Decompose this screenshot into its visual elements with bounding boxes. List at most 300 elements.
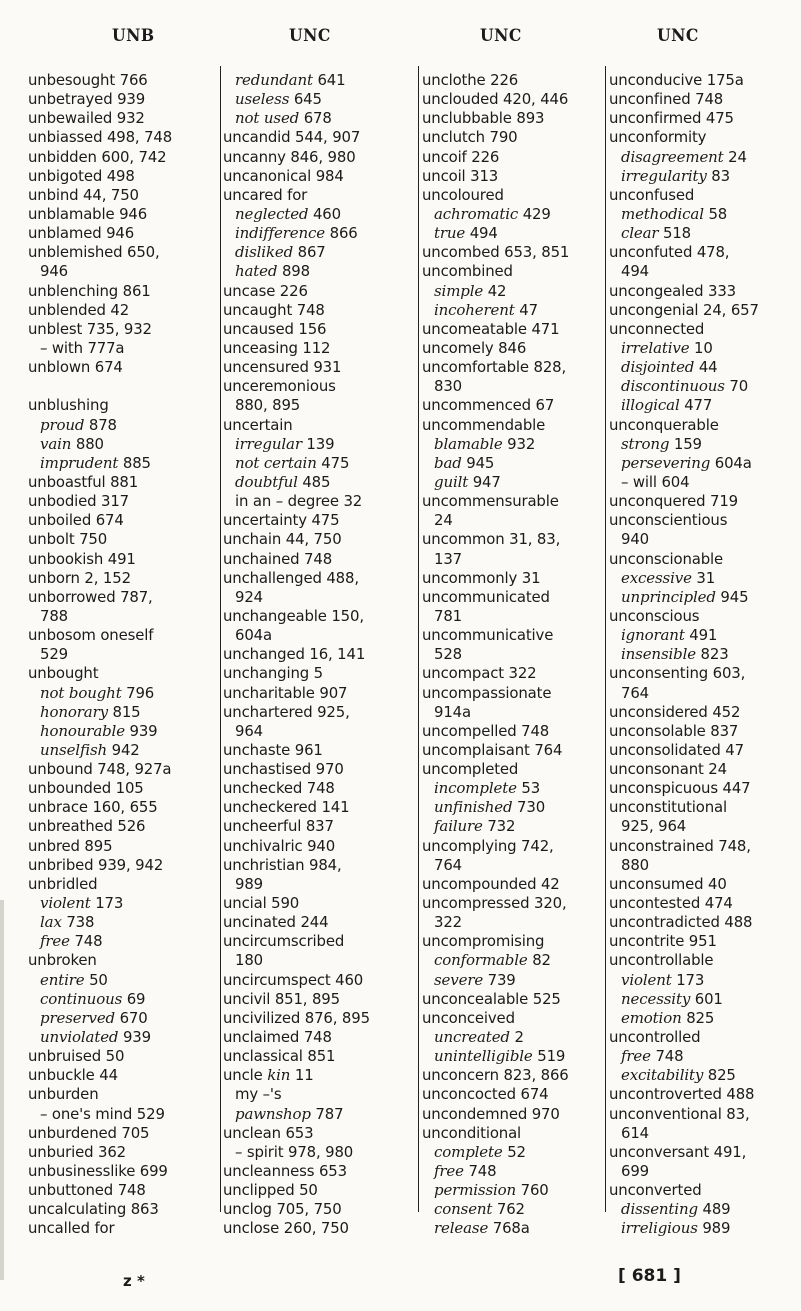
entry-headword: uncomplying (422, 836, 517, 855)
index-entry (223, 1047, 370, 1066)
entry-reference: 984, (304, 855, 342, 874)
entry-headword: uncanny (223, 147, 286, 166)
entry-reference: 40 (703, 874, 727, 893)
entry-headword: unconformity (609, 128, 707, 147)
index-entry (609, 530, 759, 549)
index-entry (223, 875, 370, 894)
entry-reference: 866 (325, 224, 358, 243)
index-entry (609, 971, 759, 990)
entry-reference: 494 (465, 224, 498, 243)
entry-headword: unconscionable (609, 549, 724, 568)
entry-reference: 699 (135, 1162, 168, 1181)
entry-headword: uncommon (422, 530, 505, 549)
index-entry (28, 626, 172, 645)
entry-reference: 880, 895 (235, 396, 301, 415)
entry-reference: 989 (697, 1219, 731, 1238)
index-entry (609, 282, 759, 301)
index-entry (28, 550, 172, 569)
index-entry (28, 1124, 172, 1143)
index-entry (609, 1028, 759, 1047)
entry-reference: 787 (310, 1104, 344, 1123)
entry-headword: uncommunicative (422, 626, 554, 645)
entry-headword: uncalculating (28, 1200, 127, 1219)
entry-headword: uncaused (223, 319, 294, 338)
index-entry (223, 626, 370, 645)
entry-reference: 32 (338, 492, 363, 511)
entry-headword: uncensured (223, 358, 309, 377)
entry-sense: ignorant (621, 626, 685, 645)
index-entry (28, 282, 172, 301)
entry-headword: uncommunicated (422, 587, 550, 606)
entry-reference: 641 (312, 71, 346, 89)
entry-sense: hated (235, 262, 278, 281)
entry-headword: unbreathed (28, 817, 113, 836)
entry-reference: 488 (721, 1085, 755, 1104)
index-entry (28, 454, 172, 473)
entry-reference: 474 (700, 894, 733, 913)
index-entry (609, 205, 759, 224)
entry-reference: 260, 750 (279, 1219, 349, 1238)
entry-reference: 31 (691, 568, 716, 587)
entry-headword: unblown (28, 358, 91, 377)
entry-reference: 760 (516, 1181, 549, 1200)
entry-reference: 489 (697, 1200, 731, 1219)
index-entry (223, 607, 370, 626)
entry-headword: unconsenting (609, 664, 709, 683)
index-entry (609, 90, 759, 109)
index-entry (223, 913, 370, 932)
entry-reference: 24 (434, 511, 453, 530)
index-entry (28, 358, 172, 377)
index-entry (28, 167, 172, 186)
index-entry (28, 71, 172, 90)
index-entry (422, 990, 569, 1009)
index-entry (422, 550, 569, 569)
entry-sense: not used (235, 109, 300, 128)
index-entry (28, 741, 172, 760)
entry-headword: uncanonical (223, 166, 312, 185)
entry-sense: incomplete (434, 779, 517, 798)
entry-headword: uncommendable (422, 415, 546, 434)
entry-sense: unselfish (40, 740, 108, 759)
entry-headword: unclog (223, 1200, 272, 1219)
entry-headword: unchained (223, 549, 300, 568)
entry-reference: 670 (115, 1008, 148, 1027)
index-entry (28, 511, 172, 530)
entry-reference: 946 (101, 224, 135, 243)
entry-reference: 777a (82, 338, 125, 357)
entry-reference: 44 (694, 358, 718, 377)
entry-reference: 719 (705, 492, 738, 511)
index-entry (223, 377, 370, 396)
index-entry (28, 339, 172, 358)
entry-headword: unconquerable (609, 415, 719, 434)
entry-headword: unconventional (609, 1104, 722, 1123)
index-entry (223, 492, 370, 511)
index-entry (422, 1009, 569, 1028)
entry-reference: 939 (118, 1028, 151, 1047)
index-entry (609, 550, 759, 569)
entry-reference: 650, (122, 243, 160, 262)
index-entry (422, 626, 569, 645)
entry-reference: 863 (126, 1200, 159, 1219)
index-entry (422, 435, 569, 454)
index-entry (422, 186, 569, 205)
entry-reference: 932 (502, 434, 536, 453)
index-entry (223, 339, 370, 358)
entry-reference: 730 (512, 798, 546, 817)
entry-reference: 491 (103, 549, 136, 568)
index-entry (422, 1143, 569, 1162)
entry-reference: 477 (679, 396, 713, 415)
entry-reference: 945 (461, 453, 495, 472)
index-entry (609, 358, 759, 377)
entry-sense: useless (235, 90, 290, 109)
index-entry (223, 664, 370, 683)
index-entry (609, 626, 759, 645)
index-entry (422, 817, 569, 836)
entry-sense: irreligious (621, 1219, 698, 1238)
entry-headword: uncertainty (223, 511, 307, 530)
index-entry (609, 1181, 759, 1200)
entry-headword: uncaught (223, 300, 293, 319)
entry-headword: unconceived (422, 1008, 515, 1027)
index-entry (422, 971, 569, 990)
index-column-3 (422, 71, 569, 1239)
index-entry (422, 569, 569, 588)
entry-headword: unchanged (223, 645, 305, 664)
entry-reference: 105 (111, 779, 144, 798)
entry-headword: unconcealable (422, 989, 529, 1008)
entry-reference: 173 (90, 894, 124, 913)
entry-reference: 601 (690, 989, 723, 1008)
entry-sense: consent (434, 1200, 493, 1219)
entry-reference: 485 (297, 472, 331, 491)
index-entry (223, 894, 370, 913)
entry-reference: 898 (277, 262, 310, 281)
index-entry (422, 511, 569, 530)
index-entry (422, 320, 569, 339)
entry-headword: unchaste (223, 740, 291, 759)
entry-reference: 47 (514, 300, 538, 319)
running-head-col-2: UNC (289, 26, 331, 46)
index-entry (28, 569, 172, 588)
index-entry (28, 913, 172, 932)
entry-reference: 893 (511, 109, 545, 128)
index-entry (609, 224, 759, 243)
entry-headword: unboastful (28, 472, 106, 491)
index-column-1 (28, 71, 172, 1239)
entry-sense: free (40, 932, 70, 951)
entry-phrase: – spirit (235, 1142, 284, 1161)
index-entry (28, 1085, 172, 1104)
entry-reference: 141 (316, 798, 350, 817)
entry-headword: unconcocted (422, 1085, 516, 1104)
entry-reference: 137 (434, 549, 462, 568)
index-entry (28, 1143, 172, 1162)
entry-headword: unbribed (28, 855, 94, 874)
entry-sense: free (434, 1162, 464, 1181)
entry-headword: unclubbable (422, 109, 512, 128)
index-entry (223, 320, 370, 339)
entry-headword: unchanging (223, 664, 310, 683)
entry-reference: 925, 964 (621, 817, 687, 836)
entry-reference: 961 (290, 740, 323, 759)
column-rule (418, 66, 419, 1212)
entry-sense: conformable (434, 951, 528, 970)
entry-reference: 653, 851 (499, 243, 570, 262)
index-entry (28, 90, 172, 109)
index-entry (223, 817, 370, 836)
entry-sense: failure (434, 817, 483, 836)
entry-headword: uncase (223, 281, 276, 300)
entry-headword: unblended (28, 300, 106, 319)
entry-reference: 159 (669, 434, 702, 453)
entry-phrase: – one's mind (40, 1104, 133, 1123)
entry-phrase: in an – degree (235, 492, 339, 511)
entry-reference: 861 (118, 281, 151, 300)
entry-sense: redundant (235, 71, 313, 89)
entry-reference: 491, (709, 1142, 747, 1161)
entry-reference: 830 (434, 377, 462, 396)
entry-headword: unconfined (609, 90, 691, 109)
entry-reference: 173 (671, 970, 705, 989)
entry-headword: unbound (28, 760, 93, 779)
entry-sense: unintelligible (434, 1047, 533, 1066)
entry-headword: unclipped (223, 1181, 295, 1200)
index-entry (223, 1124, 370, 1143)
entry-headword: unconspicuous (609, 779, 718, 798)
entry-reference: 333 (703, 281, 737, 300)
entry-reference: 881 (105, 472, 139, 491)
index-entry (422, 760, 569, 779)
entry-reference: 946 (114, 204, 148, 223)
entry-reference: 460 (330, 970, 364, 989)
entry-headword: unbigoted (28, 166, 103, 185)
entry-reference: 50 (101, 1047, 125, 1066)
entry-sense: complete (434, 1142, 503, 1161)
index-entry (223, 1009, 370, 1028)
entry-headword: uncial (223, 894, 267, 913)
index-entry (609, 243, 759, 262)
index-entry (422, 1028, 569, 1047)
entry-reference: 590 (266, 894, 300, 913)
entry-reference: 31, 83, (504, 530, 561, 549)
index-entry (422, 837, 569, 856)
index-entry (28, 109, 172, 128)
entry-reference: 851 (302, 1047, 336, 1066)
index-entry (28, 186, 172, 205)
entry-reference: 447 (717, 779, 751, 798)
entry-reference: 24 (703, 760, 727, 779)
entry-sense: indifference (235, 224, 326, 243)
entry-sense: excitability (621, 1066, 704, 1085)
entry-reference: 526 (112, 817, 146, 836)
index-entry (28, 1066, 172, 1085)
entry-reference: 429 (518, 204, 551, 223)
index-entry (422, 377, 569, 396)
entry-headword: unbusinesslike (28, 1162, 136, 1181)
index-entry (223, 511, 370, 530)
index-entry (609, 569, 759, 588)
entry-headword: unconsolable (609, 721, 706, 740)
entry-sense: proud (40, 415, 85, 434)
index-entry (422, 205, 569, 224)
index-entry (28, 243, 172, 262)
entry-headword: unblest (28, 319, 83, 338)
entry-headword: uncinated (223, 913, 296, 932)
entry-reference: 529 (132, 1104, 165, 1123)
entry-sense: disliked (235, 243, 294, 262)
index-entry (422, 71, 569, 90)
index-entry (223, 837, 370, 856)
entry-headword: unbodied (28, 492, 97, 511)
index-entry (223, 224, 370, 243)
entry-headword: unchastised (223, 760, 312, 779)
entry-reference: 362 (93, 1142, 126, 1161)
index-entry (422, 1219, 569, 1238)
entry-headword: unchivalric (223, 836, 303, 855)
index-entry (422, 530, 569, 549)
index-entry (422, 741, 569, 760)
index-entry (609, 1162, 759, 1181)
index-entry (28, 1162, 172, 1181)
entry-headword: uncle (223, 1066, 268, 1085)
entry-headword: unclose (223, 1219, 280, 1238)
index-entry (609, 128, 759, 147)
entry-reference: 498, 748 (102, 128, 173, 147)
entry-headword: unblemished (28, 243, 123, 262)
index-entry (609, 1105, 759, 1124)
entry-reference: 322 (503, 664, 537, 683)
entry-headword: unclouded (422, 90, 499, 109)
entry-headword: unbridled (28, 874, 98, 893)
index-entry (28, 530, 172, 549)
entry-reference: 732 (482, 817, 516, 836)
entry-sense: disagreement (621, 147, 724, 166)
entry-reference: 139 (301, 434, 335, 453)
index-entry (609, 301, 759, 320)
index-entry (422, 167, 569, 186)
entry-reference: 53 (516, 779, 541, 798)
entry-reference: 768a (488, 1219, 530, 1238)
entry-reference: 978, 980 (283, 1142, 354, 1161)
index-entry (223, 971, 370, 990)
entry-reference: 674 (91, 511, 124, 530)
entry-reference: 828, (528, 358, 567, 377)
index-entry (609, 607, 759, 626)
entry-headword: uncleanness (223, 1162, 315, 1181)
entry-sense: achromatic (434, 204, 519, 223)
index-entry (609, 416, 759, 435)
index-entry (422, 875, 569, 894)
entry-reference: 705, 750 (271, 1200, 342, 1219)
index-entry (422, 798, 569, 817)
index-entry (422, 664, 569, 683)
entry-phrase: – will (621, 472, 657, 491)
entry-headword: unbruised (28, 1047, 102, 1066)
index-entry (28, 262, 172, 281)
index-entry (422, 684, 569, 703)
entry-reference: 764 (529, 740, 563, 759)
entry-reference: 180 (235, 951, 263, 970)
entry-headword: uncommonly (422, 568, 518, 587)
entry-reference: 83 (706, 166, 730, 185)
entry-headword: uncompressed (422, 894, 530, 913)
entry-headword: unconscious (609, 606, 700, 625)
index-entry (28, 205, 172, 224)
index-entry (28, 435, 172, 454)
entry-headword: unbosom oneself (28, 626, 154, 645)
index-entry (609, 837, 759, 856)
entry-reference: 796 (121, 683, 155, 702)
index-entry (422, 1124, 569, 1143)
entry-reference: 699 (621, 1162, 649, 1181)
entry-reference: 764 (434, 855, 462, 874)
index-entry (223, 1085, 370, 1104)
index-entry (609, 741, 759, 760)
entry-headword: uncomplaisant (422, 740, 530, 759)
entry-reference: 244 (295, 913, 329, 932)
entry-reference: 529 (40, 645, 68, 664)
running-head-col-4: UNC (657, 26, 699, 46)
index-entry (609, 167, 759, 186)
entry-reference: 748 (299, 1028, 332, 1047)
index-entry (28, 320, 172, 339)
index-entry (28, 301, 172, 320)
index-entry (28, 396, 172, 415)
entry-reference: 475 (316, 453, 350, 472)
index-entry (422, 282, 569, 301)
entry-headword: uncontested (609, 894, 701, 913)
entry-reference: 11 (290, 1066, 314, 1085)
entry-headword: uncongealed (609, 281, 704, 300)
entry-headword: uncontrite (609, 932, 685, 951)
entry-sense: vain (40, 434, 72, 453)
index-entry (223, 109, 370, 128)
index-entry (223, 588, 370, 607)
index-entry (422, 1162, 569, 1181)
entry-sense: insensible (621, 645, 696, 664)
index-entry (223, 856, 370, 875)
index-entry (609, 148, 759, 167)
entry-reference: 984 (311, 166, 344, 185)
index-entry (422, 339, 569, 358)
index-entry (609, 856, 759, 875)
entry-reference: 603, (708, 664, 746, 683)
entry-sense: unfinished (434, 798, 513, 817)
entry-headword: unbookish (28, 549, 104, 568)
entry-headword: unbounded (28, 779, 112, 798)
entry-headword: unconfuted (609, 243, 693, 262)
entry-reference: 939 (124, 721, 158, 740)
entry-reference: 940 (621, 530, 649, 549)
index-entry (223, 90, 370, 109)
entry-headword: unconverted (609, 1181, 702, 1200)
entry-reference: 939 (112, 90, 146, 109)
index-entry (609, 1143, 759, 1162)
index-entry (422, 454, 569, 473)
index-entry (609, 1009, 759, 1028)
index-entry (28, 1219, 172, 1238)
entry-headword: uncompact (422, 664, 504, 683)
index-entry (422, 1047, 569, 1066)
index-entry (422, 473, 569, 492)
index-entry (223, 550, 370, 569)
entry-sense: methodical (621, 204, 704, 223)
entry-reference: 2 (509, 1028, 524, 1047)
entry-sense: uncreated (434, 1028, 510, 1047)
